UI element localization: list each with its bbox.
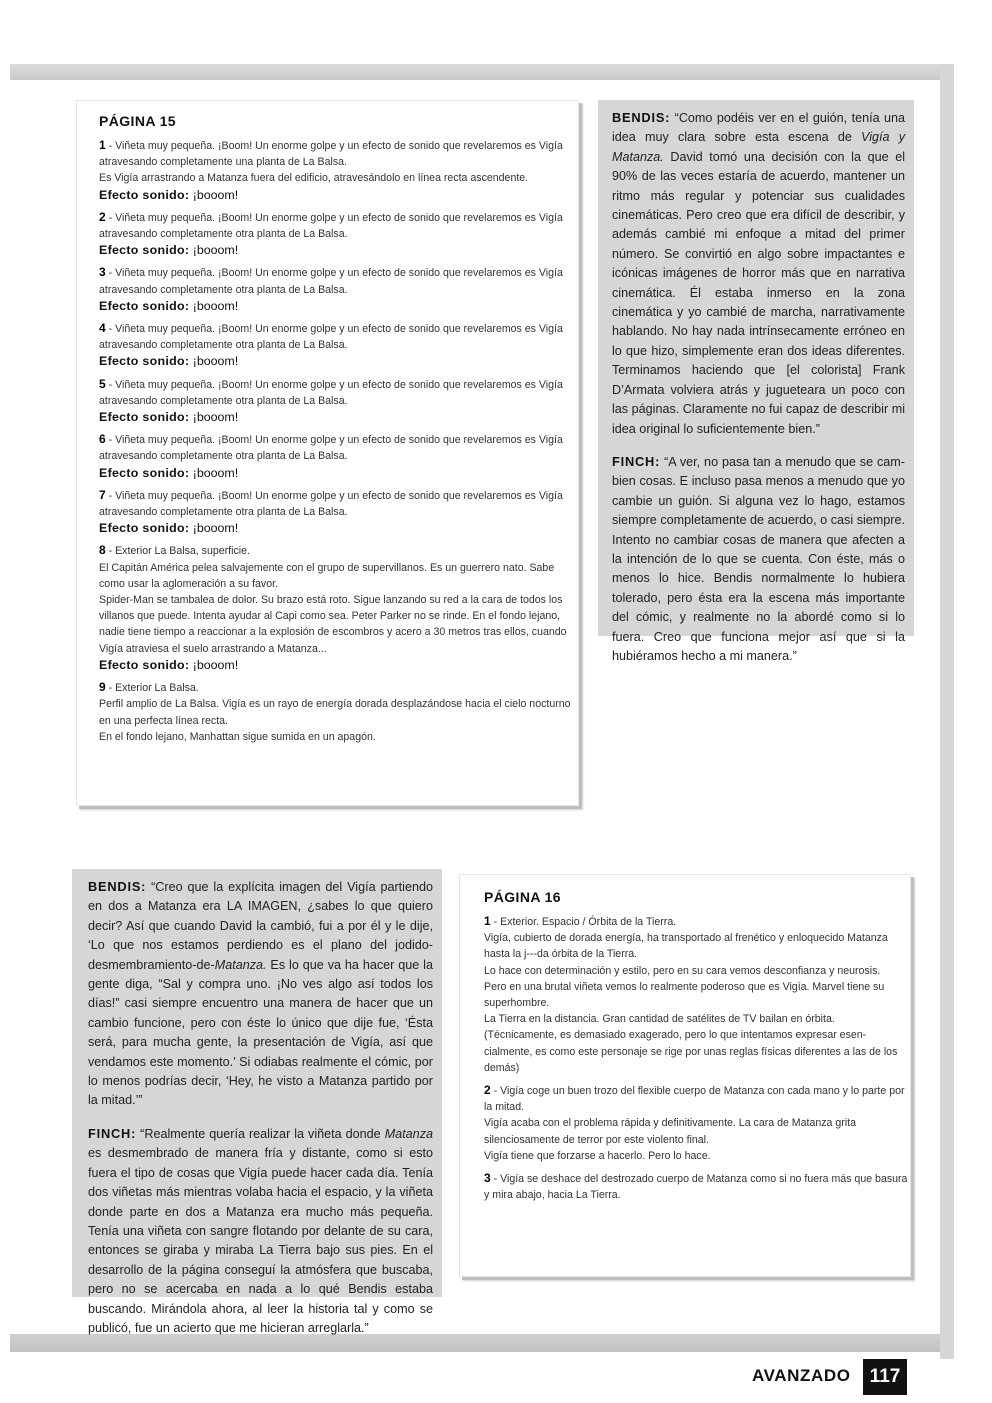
panel-line — [99, 560, 578, 592]
panel-text: - Viñeta muy pequeña. ¡Boom! Un enorme golpe y un efecto de sonido que revelaremos es Vigía atravesando completamente otra planta de La Balsa. — [99, 323, 563, 352]
quote-text: “Realmente quería realizar la viñeta donde — [136, 1126, 385, 1141]
sound-effect — [99, 520, 578, 536]
panel-number: 4 — [99, 321, 106, 336]
sound-effect-label: Efecto sonido: — [99, 298, 190, 313]
panel-line — [99, 170, 578, 186]
panel-line — [99, 592, 578, 657]
panel-text: - Viñeta muy pequeña. ¡Boom! Un enorme golpe y un efecto de sonido que revelaremos es Vigía atravesando completamente otra planta de La Balsa. — [99, 378, 563, 407]
panel-line — [484, 979, 910, 1011]
panel-text: Vigía acaba con el problema rápida y definitivamente. La cara de Matanza grita silenciosamente de terror por este violento final. — [484, 1117, 856, 1146]
script-panel — [99, 264, 578, 314]
script-panel — [99, 542, 578, 673]
sound-effect — [99, 353, 578, 369]
interview-paragraph — [88, 877, 433, 1111]
panel-number: 7 — [99, 487, 106, 502]
panel-text: Lo hace con determinación y estilo, pero en su cara vemos desconfianza y neurosis. — [484, 964, 881, 977]
sound-effect-value: ¡booom! — [192, 298, 239, 313]
panel-line — [99, 376, 578, 409]
sound-effect-value: ¡booom! — [192, 521, 239, 536]
script-panel — [99, 209, 578, 259]
panel-text: - Vigía se deshace del destrozado cuerpo de Matanza como si no fuera más que basura y mira abajo, hacia La Tierra. — [484, 1173, 908, 1202]
sound-effect — [99, 298, 578, 314]
quote-text: es desmembrado de manera fría y distante, como si esto fuera el tipo de cosas que Vigía puede hacer cada día. Tenía dos viñetas más mientras volaba hacia el espacio, y la viñeta donde parte en dos a Matanza era mucho más pequeña. Tenía una viñeta con sangre flotando por delante de su cara, entonces se giraba y miraba La Tierra bajo sus pies. En el desarrollo de la página conseguí la atmósfera que buscaba, pero no se acercaba en nada a lo qué Bendis estaba buscando. Mirándola ahora, al leer la historia tal y como se publicó, fue un acierto que me hicieran arreglarla.” — [88, 1146, 433, 1335]
sound-effect-value: ¡booom! — [192, 410, 239, 425]
panel-text: Spider-Man se tambalea de dolor. Su brazo está roto. Sigue lanzando su red a la cara de todos los villanos que puede. Intenta ayudar al Capi como sea. Peter Parker no se rinde. En el fondo lejano, nadie tiene tiempo a reaccionar a la explosión de escombros y acero a 30 metros tras ellos, cuando Vigía atraviesa el suelo arrastrando a Matanza... — [99, 594, 567, 655]
quote-text: “Creo que la explícita imagen del Vigía partiendo en dos a Matanza era LA IMAGEN, ¿sabes lo que quiero decir? Así que cuando David la cambió, fui a por él y le dije, ‘Lo que nos estamos perdiendo es el plano del jodido-desmembramiento-de- — [88, 880, 433, 972]
panel-line — [99, 320, 578, 353]
script-panel — [484, 1170, 910, 1203]
sound-effect-value: ¡booom! — [192, 187, 239, 202]
panel-text: Vigía tiene que forzarse a hacerlo. Pero lo hace. — [484, 1149, 711, 1162]
speaker-name: FINCH: — [612, 453, 661, 469]
page-number: 117 — [863, 1359, 907, 1395]
sound-effect — [99, 187, 578, 203]
sound-effect — [99, 409, 578, 425]
sound-effect-label: Efecto sonido: — [99, 187, 190, 202]
panel-text: Es Vigía arrastrando a Matanza fuera del edificio, atravesándolo en línea recta ascendente. — [99, 172, 529, 185]
script-panel — [99, 487, 578, 537]
panel-line — [99, 264, 578, 297]
sound-effect — [99, 465, 578, 481]
script-page-title: PÁGINA 15 — [99, 113, 176, 129]
panel-text: - Viñeta muy pequeña. ¡Boom! Un enorme golpe y un efecto de sonido que revelaremos es Vigía atravesando completamente otra planta de La Balsa. — [99, 211, 563, 241]
panel-line — [484, 1082, 910, 1115]
sound-effect-label: Efecto sonido: — [99, 521, 190, 536]
sound-effect-label: Efecto sonido: — [99, 657, 190, 672]
panel-number: 9 — [99, 680, 106, 695]
sound-effect — [99, 657, 578, 673]
panel-list — [95, 137, 578, 745]
script-panel — [99, 376, 578, 426]
quote-text: David tomó una decisión con la que el 90% de las veces estaría de acuerdo, mantener un ritmo más regular y potenciar sus cualidades cinemáticas. Pero creo que era difícil de describir, y además cambié mi enfoque a mitad del primer número. Se convirtió en algo sobre impactantes e icónicas imágenes de horror más que en narrativa cinemática. Él estaba inmerso en la zona cinemática y yo cambié de marcha, narrativamente hablando. No hay nada intrínsecamente erróneo en lo que hizo, simplemente eran dos ideas diferentes. Terminamos haciendo que [el colorista] Frank D’Armata volviera atrás y jugueteara un poco con las páginas. Claramente no fui capaz de describir mi idea original lo suficientemente bien.” — [612, 149, 905, 436]
panel-text: - Viñeta muy pequeña. ¡Boom! Un enorme golpe y un efecto de sonido que revelaremos es Vigía atravesando completamente una planta de La Balsa. — [99, 140, 563, 169]
panel-line — [484, 930, 910, 962]
sound-effect-label: Efecto sonido: — [99, 465, 190, 480]
panel-text: La Tierra en la distancia. Gran cantidad de satélites de TV bailan en órbita. (Técnicamente, es demasiado exagerado, pero lo que intentamos expresar esencialmente, es como este personaje se rige por unas reglas físicas diferentes a las de los demás) — [484, 1013, 898, 1074]
panel-text: El Capitán América pelea salvajemente con el grupo de supervillanos. Es un guerrero nato. Sabe como usar la aglomeración a su favor. — [99, 561, 555, 590]
script-panel — [484, 1082, 910, 1164]
script-panel — [99, 431, 578, 481]
sound-effect-value: ¡booom! — [192, 657, 239, 672]
panel-text: - Exterior. Espacio / Órbita de la Tierra. — [493, 916, 677, 928]
panel-text: - Viñeta muy pequeña. ¡Boom! Un enorme golpe y un efecto de sonido que revelaremos es Vigía atravesando completamente otra planta de La Balsa. — [99, 434, 563, 463]
interview-body — [88, 877, 433, 1338]
panel-number: 1 — [99, 138, 106, 152]
sound-effect-label: Efecto sonido: — [99, 410, 190, 425]
quote-title-italic: Vigía y Matanza. — [612, 130, 905, 164]
section-label: AVANZADO — [752, 1366, 851, 1385]
panel-list — [480, 913, 910, 1203]
panel-line — [484, 1011, 910, 1076]
quote-text: Es lo que va ha hacer que la gente diga, “Sal y compra uno. ¡No ves algo así todos los días!” casi siempre encuentro una manera de hacer que un cambio funcione, pero con éste lo único que dije fue, ‘Ésta será, para mucha gente, la presentación de Vigía, así que vendamos este momento.’ Si odiabas realmente el cómic, por lo menos podrías decir, ‘Hey, he visto a Matanza partido por la mitad.’” — [88, 957, 433, 1108]
panel-number: 3 — [99, 265, 106, 280]
interview-paragraph — [612, 108, 905, 439]
panel-number: 3 — [484, 1171, 491, 1186]
panel-line — [484, 1115, 910, 1147]
panel-line — [99, 696, 578, 728]
panel-line — [484, 963, 910, 979]
script-page-title: PÁGINA 16 — [484, 889, 561, 905]
panel-line — [99, 209, 578, 242]
speaker-name: BENDIS: — [612, 110, 671, 125]
script-page-16 — [459, 874, 911, 1277]
panel-text: Pero en una brutal viñeta vemos lo realmente poderoso que es Vigía. Marvel tiene su superhombre. — [484, 980, 885, 1010]
right-border-band — [940, 64, 954, 1359]
panel-text: - Vigía coge un buen trozo del flexible cuerpo de Matanza con cada mano y lo parte por la mitad. — [484, 1085, 905, 1114]
interview-box-top — [598, 100, 914, 663]
panel-line — [99, 137, 578, 170]
panel-number: 6 — [99, 432, 106, 447]
panel-line — [99, 679, 578, 696]
speaker-name: FINCH: — [88, 1125, 137, 1141]
script-page-15 — [76, 100, 579, 806]
script-panel — [484, 913, 910, 1076]
interview-body — [612, 108, 905, 666]
interview-paragraph — [88, 1124, 433, 1338]
interview-paragraph — [612, 452, 905, 666]
sound-effect-value: ¡booom! — [192, 465, 239, 480]
panel-text: - Exterior La Balsa. — [108, 682, 199, 695]
panel-line — [99, 487, 578, 520]
panel-line — [484, 1170, 910, 1203]
quote-title-italic: Matanza — [384, 1126, 433, 1141]
interview-box-bottom — [72, 869, 442, 1335]
script-panel — [99, 320, 578, 370]
panel-text: Vigía, cubierto de dorada energía, ha transportado al frenético y enloquecido Matanza hasta la j---da órbita de la Tierra. — [484, 932, 888, 961]
panel-text: En el fondo lejano, Manhattan sigue sumida en un apagón. — [99, 730, 376, 743]
top-border-band — [10, 64, 954, 80]
sound-effect — [99, 242, 578, 258]
sound-effect-value: ¡booom! — [192, 243, 239, 258]
panel-text: - Viñeta muy pequeña. ¡Boom! Un enorme golpe y un efecto de sonido que revelaremos es Vigía atravesando completamente otra planta de La Balsa. — [99, 489, 563, 519]
panel-number: 5 — [99, 376, 106, 391]
sound-effect-value: ¡booom! — [192, 354, 239, 369]
script-panel — [99, 679, 578, 745]
quote-text: “A ver, no pasa tan a menudo que se cambien cosas. E incluso pasa menos a menudo que yo cambie un guión. Si alguna vez lo hago, estamos siempre completamente de acuerdo, o casi siempre. Intento no cambiar cosas de manera que afecten a la intención de lo que se cuenta. Con éste, más o menos lo hice. Bendis normalmente lo hubiera tolerado, pero ésta era la escena más importante del cómic, y realmente no la abordé como si lo fuera. Creo que funciona mejor así que si la hubiéramos hecho a mi manera.” — [612, 454, 905, 663]
panel-number: 2 — [99, 209, 106, 224]
panel-text: Perfil amplio de La Balsa. Vigía es un rayo de energía dorada desplazándose hacia el cielo nocturno en una perfecta línea recta. — [99, 698, 571, 727]
sound-effect-label: Efecto sonido: — [99, 243, 190, 258]
panel-text: - Viñeta muy pequeña. ¡Boom! Un enorme golpe y un efecto de sonido que revelaremos es Vigía atravesando completamente otra planta de La Balsa. — [99, 267, 563, 296]
panel-line — [99, 431, 578, 464]
speaker-name: BENDIS: — [88, 879, 147, 894]
panel-number: 1 — [484, 914, 491, 928]
script-panel — [99, 137, 578, 203]
quote-text: “Como podéis ver en el guión, tenía una idea muy clara sobre esta escena de — [612, 111, 905, 145]
quote-title-italic: Matanza. — [214, 957, 267, 972]
panel-line — [99, 729, 578, 745]
panel-number: 2 — [484, 1083, 491, 1098]
panel-line — [484, 913, 910, 930]
panel-number: 8 — [99, 543, 106, 558]
panel-line — [484, 1148, 910, 1164]
panel-line — [99, 542, 578, 559]
panel-text: - Exterior La Balsa, superficie. — [108, 545, 250, 558]
sound-effect-label: Efecto sonido: — [99, 354, 190, 369]
